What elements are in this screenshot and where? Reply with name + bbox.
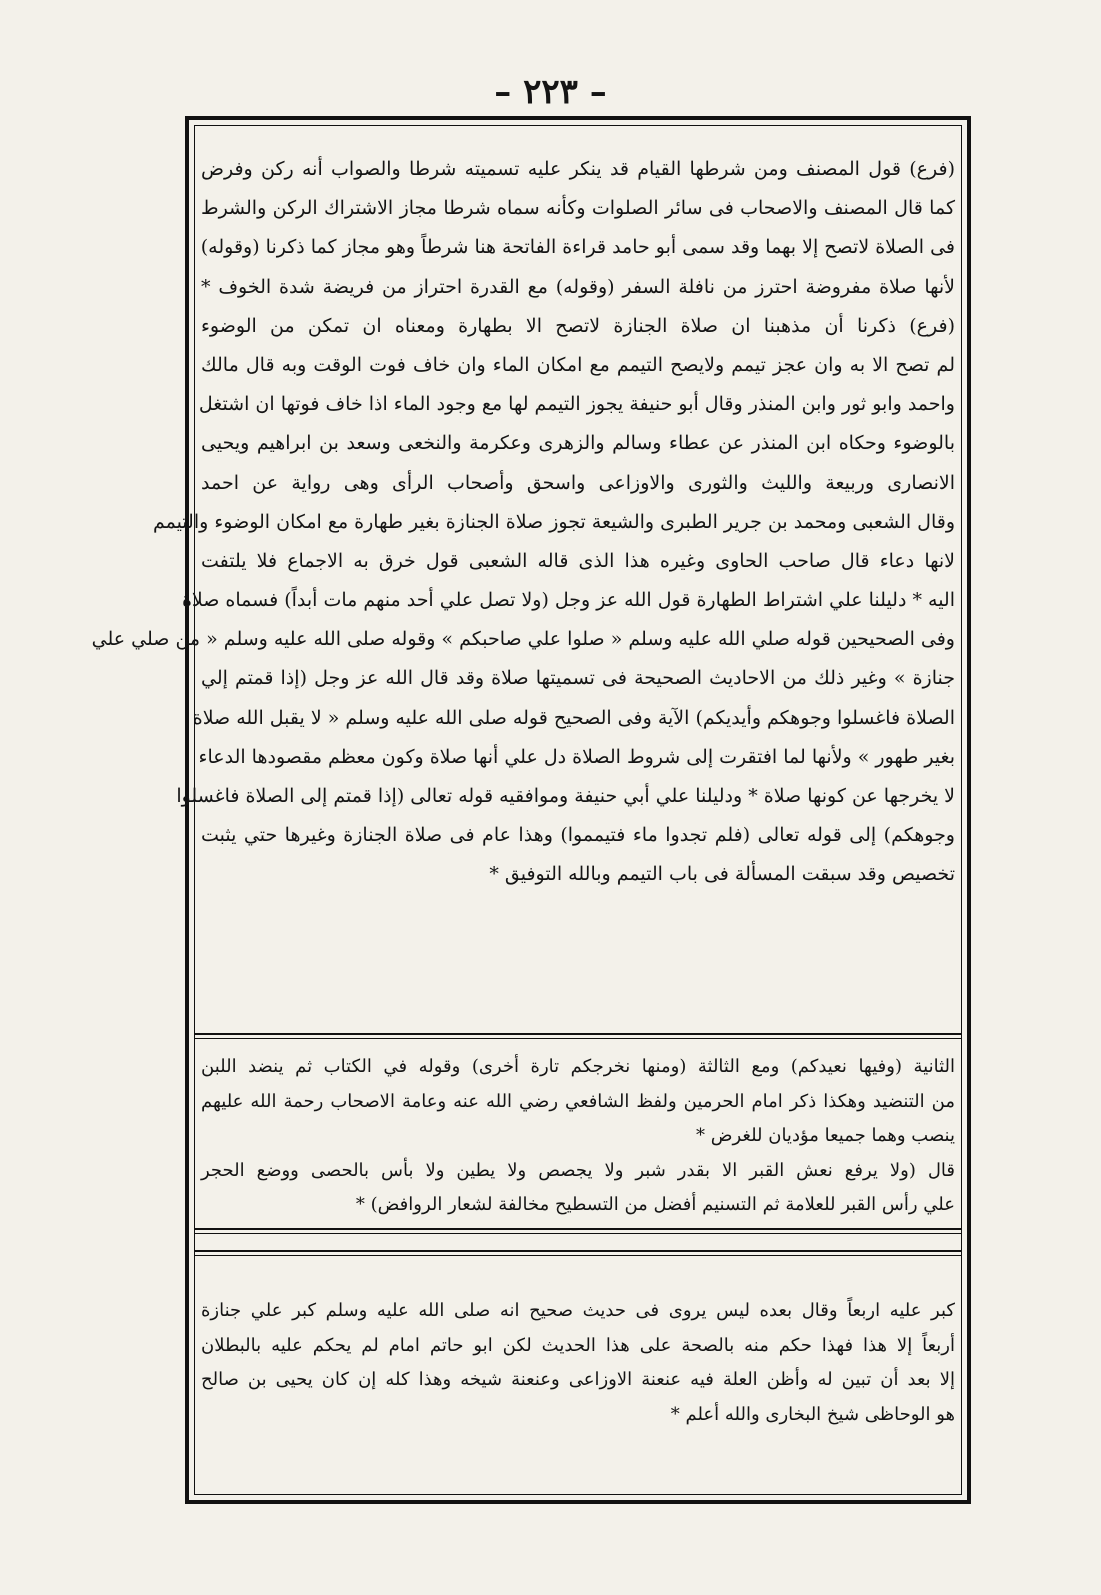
text-line: وفى الصحيحين قوله صلي الله عليه وسلم « صلوا علي صاحبكم » وقوله صلى الله عليه وسلم « من صلي علي xyxy=(91,628,955,651)
footnote-text-block xyxy=(201,1294,955,1432)
section-divider xyxy=(194,1250,962,1256)
text-line: واحمد وابو ثور وابن المنذر وقال أبو حنيفة يجوز التيمم لها مع وجود الماء اذا خاف فوتها ان اشتغل xyxy=(198,393,955,416)
text-line: لأنها صلاة مفروضة احترز من نافلة السفر (وقوله) مع القدرة احتراز من فريضة شدة الخوف * xyxy=(201,275,955,298)
text-line: بالوضوء وحكاه ابن المنذر عن عطاء وسالم والزهرى وعكرمة والنخعى وسعد بن ابراهيم ويحيى xyxy=(201,432,956,455)
page-number: – ٢٢٣ – xyxy=(494,72,607,112)
text-line: فى الصلاة لاتصح إلا بهما وقد سمى أبو حامد قراءة الفاتحة هنا شرطاً وهو مجاز كما ذكرنا (وقوله) xyxy=(200,236,955,259)
text-line: الصلاة فاغسلوا وجوهكم وأيديكم) الآية وفى الصحيح قوله صلى الله عليه وسلم « لا يقبل الله صلاة xyxy=(192,706,955,729)
text-line: لانها دعاء قال صاحب الحاوى وغيره هذا الذى قاله الشعبى قول خرق به الاجماع فلا يلتفت xyxy=(201,549,955,572)
text-line: تخصيص وقد سبقت المسألة فى باب التيمم وبالله التوفيق * xyxy=(489,863,955,886)
text-line: هو الوحاظى شيخ البخارى والله أعلم * xyxy=(670,1403,955,1425)
text-line: الثانية (وفيها نعيدكم) ومع الثالثة (ومنها نخرجكم تارة أخرى) وقوله في الكتاب ثم ينضد اللبن xyxy=(201,1056,955,1077)
text-line: إلا بعد أن تبين له وأظن العلة فيه عنعنة الاوزاعى وعنعنة شيخه وهذا كله إن كان يحيى بن صالح xyxy=(201,1369,955,1390)
text-line: بغير طهور » ولأنها لما افتقرت إلى شروط الصلاة دل علي أنها صلاة وكون معظم مقصودها الدعاء xyxy=(198,745,955,768)
text-line: جنازة » وغير ذلك من الاحاديث الصحيحة فى تسميتها صلاة وقد قال الله عز وجل (إذا قمتم إلي xyxy=(201,667,955,690)
section-divider xyxy=(194,1033,962,1039)
main-text-block xyxy=(91,150,956,895)
text-line: (فرع) ذكرنا أن مذهبنا ان صلاة الجنازة لاتصح الا بطهارة ومعناه ان تمكن من الوضوء xyxy=(201,314,955,337)
text-line: كبر عليه اربعاً وقال بعده ليس يروى فى حديث صحيح انه صلى الله عليه وسلم كبر علي جنازة xyxy=(201,1300,955,1321)
text-line: اليه * دليلنا علي اشتراط الطهارة قول الله عز وجل (ولا تصل علي أحد منهم مات أبداً) فسماه صلاة xyxy=(181,589,955,612)
text-line: علي رأس القبر للعلامة ثم التسنيم أفضل من التسطيح مخالفة لشعار الروافض) * xyxy=(355,1194,955,1215)
text-line: (فرع) قول المصنف ومن شرطها القيام قد ينكر عليه تسميته شرطا والصواب أنه ركن وفرض xyxy=(201,158,955,180)
text-line: الانصارى وربيعة والليث والثورى والاوزاعى واسحق وأصحاب الرأى وهى رواية عن احمد xyxy=(201,471,955,494)
second-text-block xyxy=(201,1050,955,1223)
text-line: وجوهكم) إلى قوله تعالى (فلم تجدوا ماء فتيمموا) وهذا عام فى صلاة الجنازة وغيرها حتي يثبت xyxy=(201,824,955,847)
page-frame xyxy=(91,116,971,1504)
section-divider xyxy=(194,1228,962,1234)
text-line: لم تصح الا به وان عجز تيمم ولايصح التيمم مع امكان الماء وان خاف فوت الوقت وبه قال مالك xyxy=(201,353,955,376)
text-line: ينصب وهما جميعا مؤديان للغرض * xyxy=(695,1125,955,1146)
text-line: من التنضيد وهكذا ذكر امام الحرمين ولفظ الشافعي رضي الله عنه وعامة الاصحاب رحمة الله عليهم xyxy=(201,1090,955,1112)
text-line: لا يخرجها عن كونها صلاة * ودليلنا علي أبي حنيفة وموافقيه قوله تعالى (إذا قمتم إلى الصلاة فاغسلوا xyxy=(176,785,955,807)
text-line: كما قال المصنف والاصحاب فى سائر الصلوات وكأنه سماه شرطا مجاز الاشتراك الركن والشرط xyxy=(201,197,955,220)
text-line: أربعاً إلا هذا فهذا حكم منه بالصحة على هذا الحديث لكن ابو حاتم امام لم يحكم عليه بالبطلان xyxy=(201,1334,955,1356)
text-line: وقال الشعبى ومحمد بن جرير الطبرى والشيعة تجوز صلاة الجنازة بغير طهارة مع امكان الوضوء والتيمم xyxy=(152,510,955,533)
text-line: قال (ولا يرفع نعش القبر الا بقدر شبر ولا يجصص ولا يطين ولا بأس بالحصى ووضع الحجر xyxy=(201,1159,955,1181)
